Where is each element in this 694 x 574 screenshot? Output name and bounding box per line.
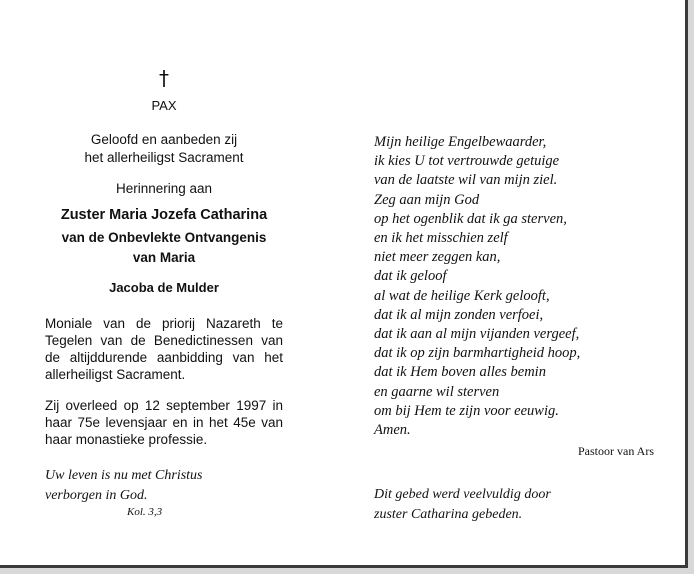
prayer-line: ik kies U tot vertrouwde getuige [374, 153, 560, 170]
prayer-note [374, 485, 654, 525]
prayer-line: dat ik Hem boven alles bemin [374, 364, 546, 381]
prayer-line: Zeg aan mijn God [374, 191, 480, 208]
prayer-line: en ik het misschien zelf [374, 230, 508, 247]
prayer-line: dat ik geloof [374, 268, 447, 285]
biography-paragraph: Moniale van de priorij Nazareth te Tegelen van de Benedictinessen van de altijddurende aanbidding van het allerheiligst Sacrament. [45, 316, 283, 382]
prayer-line: niet meer zeggen kan, [374, 249, 501, 266]
prayer-text [374, 133, 654, 440]
prayer-line: al wat de heilige Kerk gelooft, [374, 287, 550, 304]
prayer-line: Mijn heilige Engelbewaarder, [374, 134, 547, 150]
prayer-line: op het ogenblik dat ik ga sterven, [374, 210, 567, 227]
left-column [45, 66, 283, 518]
civil-name: Jacoba de Mulder [109, 280, 219, 295]
praise-line: het allerheiligst Sacrament [84, 150, 244, 165]
prayer-line: om bij Hem te zijn voor eeuwig. [374, 402, 559, 419]
cross-icon: † [159, 66, 169, 90]
suffix-line: van Maria [132, 250, 196, 265]
quote-line: verborgen in God. [45, 488, 148, 503]
scripture-quote [45, 466, 283, 506]
prayer-line: Amen. [374, 422, 411, 439]
suffix-line: van de Onbevlekte Ontvangenis [61, 230, 267, 245]
prayer-author: Pastoor van Ars [578, 444, 654, 459]
note-line: zuster Catharina gebeden. [374, 507, 523, 523]
religious-name-suffix [45, 228, 283, 268]
prayer-line: dat ik op zijn barmhartigheid hoop, [374, 345, 581, 362]
prayer-line: van de laatste wil van mijn ziel. [374, 172, 558, 189]
prayer-line: dat ik al mijn zonden verfoei, [374, 306, 544, 323]
prayer-line: dat ik aan al mijn vijanden vergeef, [374, 326, 580, 343]
deceased-name: Zuster Maria Jozefa Catharina [60, 207, 268, 223]
praise-text [45, 131, 283, 167]
prayer-line: en gaarne wil sterven [374, 383, 500, 400]
right-column [374, 133, 654, 525]
scripture-reference: Kol. 3,3 [127, 506, 163, 518]
pax-heading: PAX [151, 98, 177, 113]
memory-heading: Herinnering aan [115, 181, 213, 196]
death-paragraph: Zij overleed op 12 september 1997 in haar 75e levensjaar en in het 45e van haar monastieke professie. [45, 398, 283, 447]
praise-line: Geloofd en aanbeden zij [90, 132, 238, 147]
note-line: Dit gebed werd veelvuldig door [374, 487, 551, 503]
quote-line: Uw leven is nu met Christus [45, 468, 203, 483]
